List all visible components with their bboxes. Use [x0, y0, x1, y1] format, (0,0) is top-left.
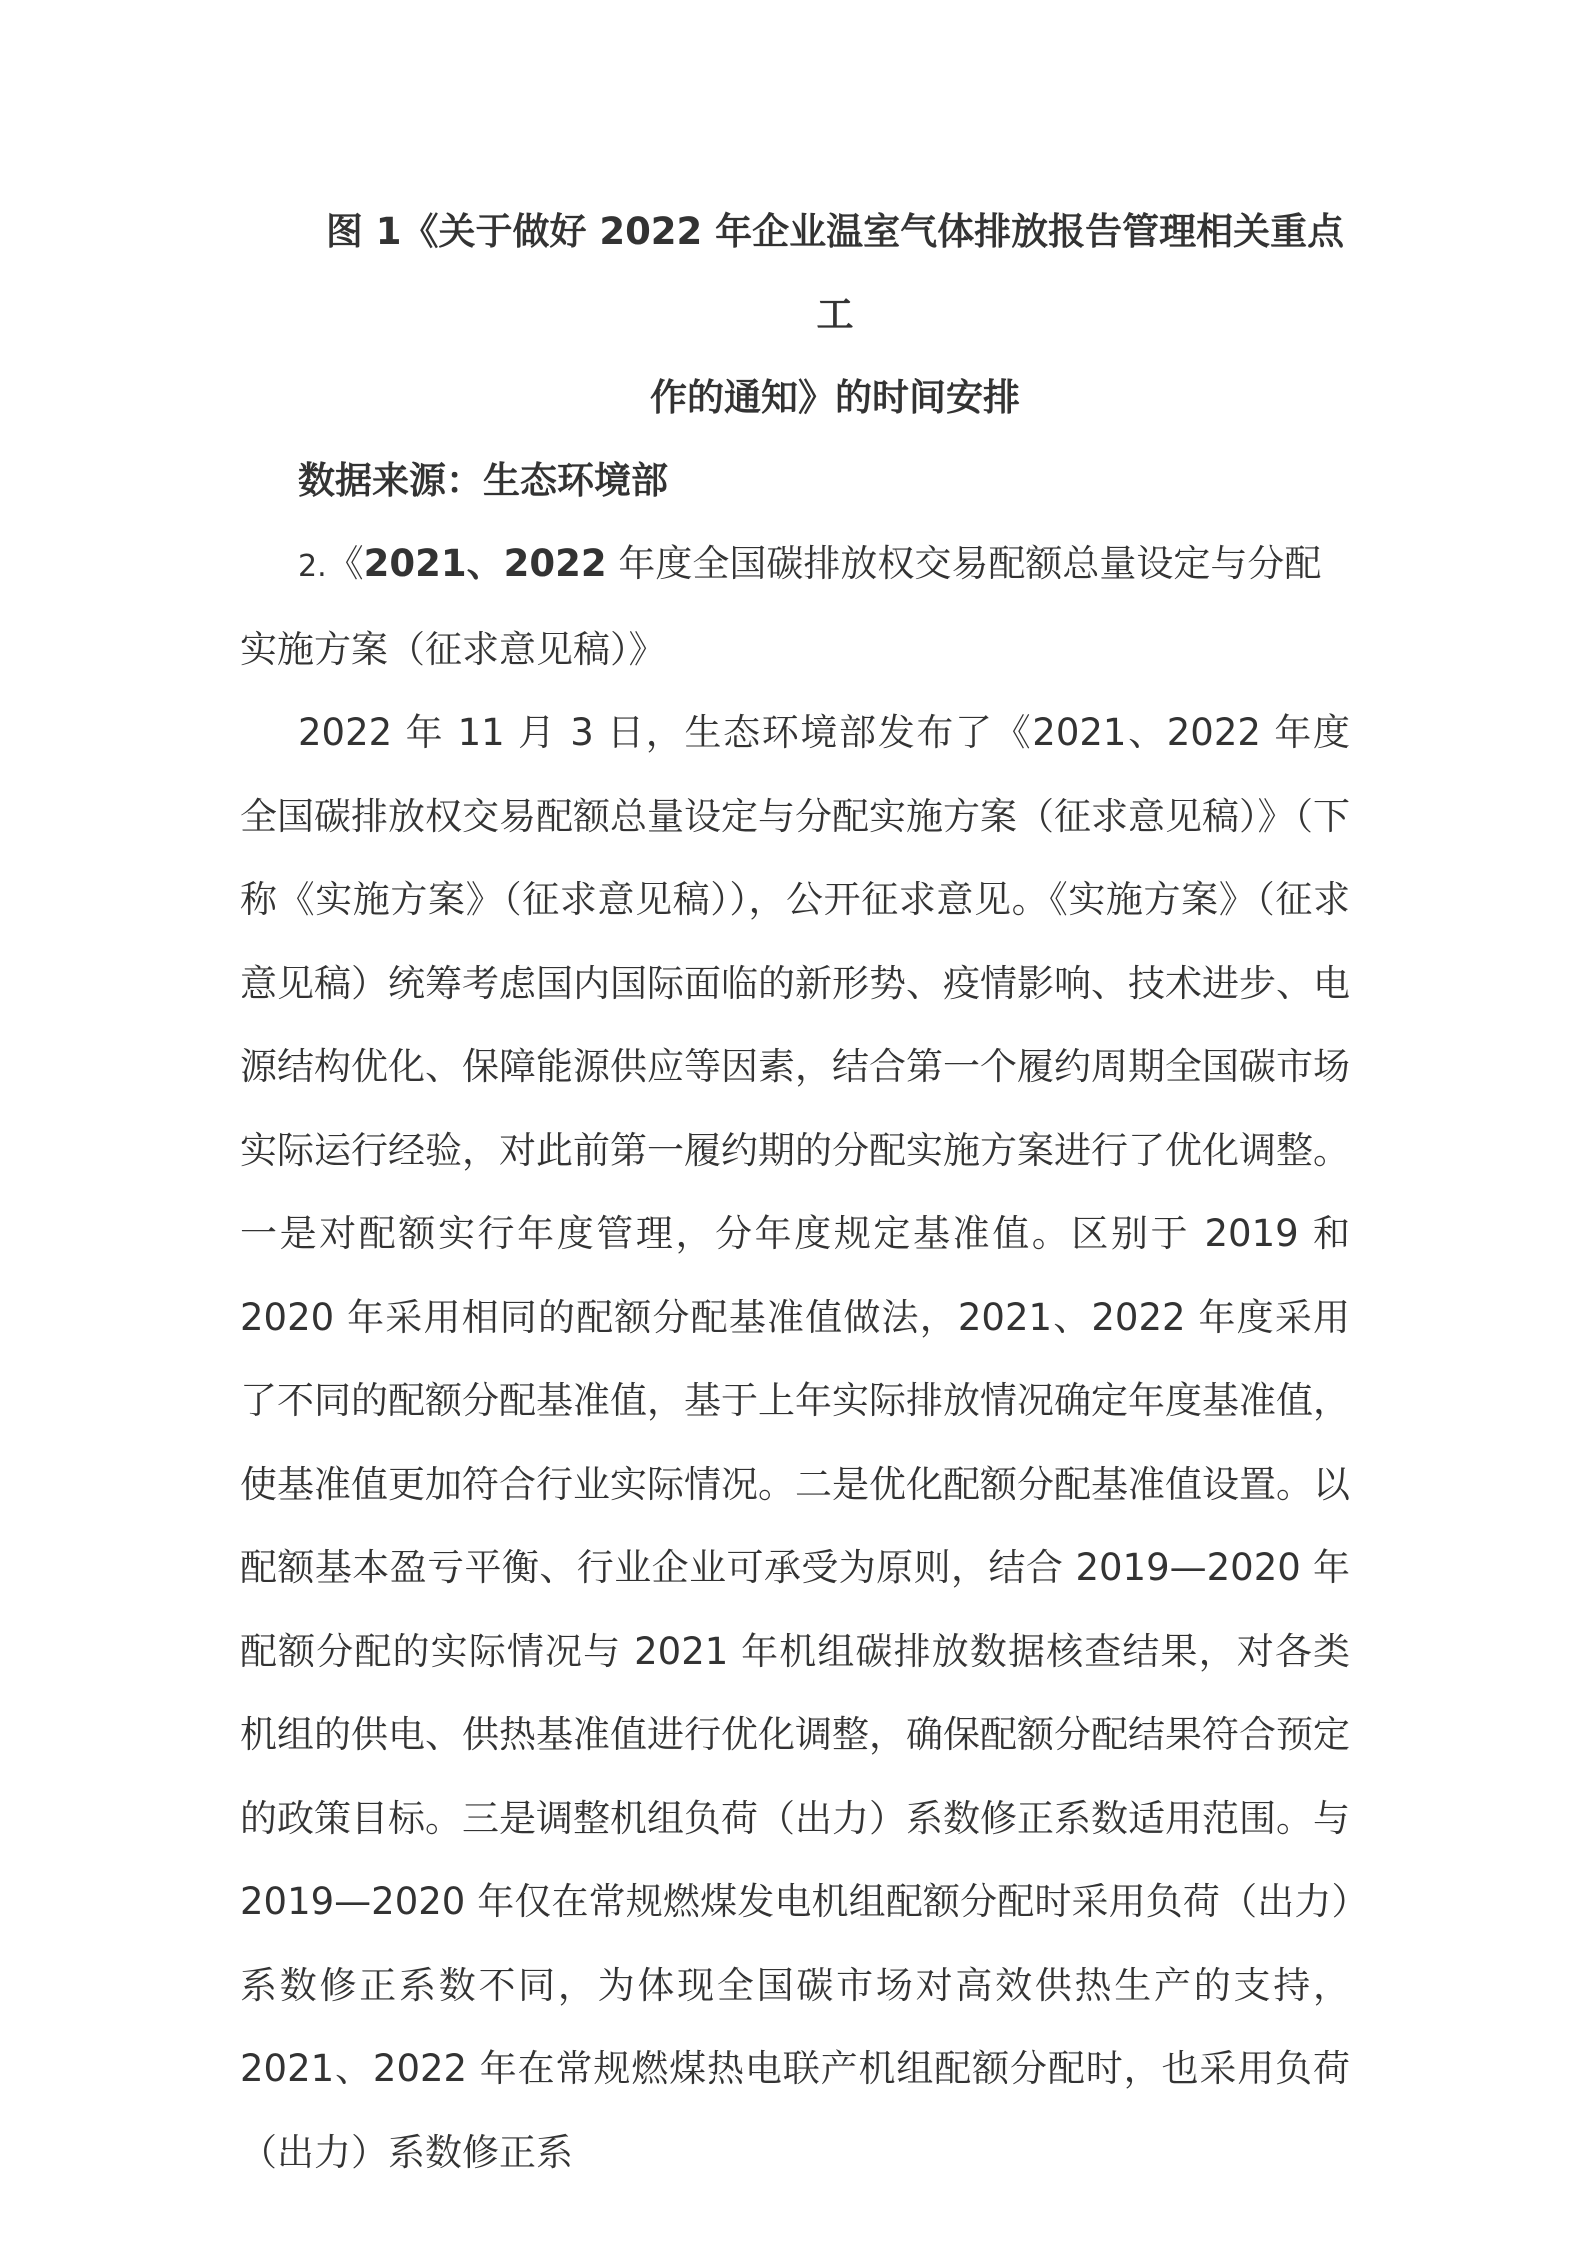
body-paragraph: 2022 年 11 月 3 日，生态环境部发布了《2021、2022 年度全国碳排放权交易配额总量设定与分配实施方案（征求意见稿）》（下称《实施方案》（征求意见稿）），公开征求意见。《实施方案》（征求意见稿）统筹考虑国内国际面临的新形势、疫情影响、技术进步、电源结构优化、保障能源供应等因素，结合第一个履约周期全国碳市场实际运行经验，对此前第一履约期的分配实施方案进行了优化调整。一是对配额实行年度管理，分年度规定基准值。区别于 2019 和 2020 年采用相同的配额分配基准值做法，2021、2022 年度采用了不同的配额分配基准值，基于上年实际排放情况确定年度基准值，使基准值更加符合行业实际情况。二是优化配额分配基准值设置。以配额基本盈亏平衡、行业企业可承受为原则，结合 2019—2020 年配额分配的实际情况与 2021 年机组碳排放数据核查结果，对各类机组的供电、供热基准值进行优化调整，确保配额分配结果符合预定的政策目标。三是调整机组负荷（出力）系数修正系数适用范围。与 2019—2020 年仅在常规燃煤发电机组配额分配时采用负荷（出力）系数修正系数不同，为体现全国碳市场对高效供热生产的支持，2021、2022 年在常规燃煤热电联产机组配额分配时，也采用负荷（出力）系数修正系: [240, 711, 1350, 2174]
section-title: 年度全国碳排放权交易配额总量设定与分配实施方案（征求意见稿）》: [240, 542, 1322, 671]
section-open-quote: 《: [326, 542, 364, 585]
figure-caption-line-2: 作的通知》的时间安排: [650, 376, 1020, 419]
document-content: [240, 190, 1350, 2194]
figure-caption-line-1: 图 1《关于做好 2022 年企业温室气体排放报告管理相关重点工: [325, 210, 1345, 336]
section-number: 2.: [298, 549, 327, 584]
section-heading: [240, 522, 1350, 691]
data-source: 数据来源：生态环境部: [298, 459, 668, 502]
figure-caption: [240, 190, 1350, 439]
section-years: 2021、2022: [363, 542, 607, 585]
